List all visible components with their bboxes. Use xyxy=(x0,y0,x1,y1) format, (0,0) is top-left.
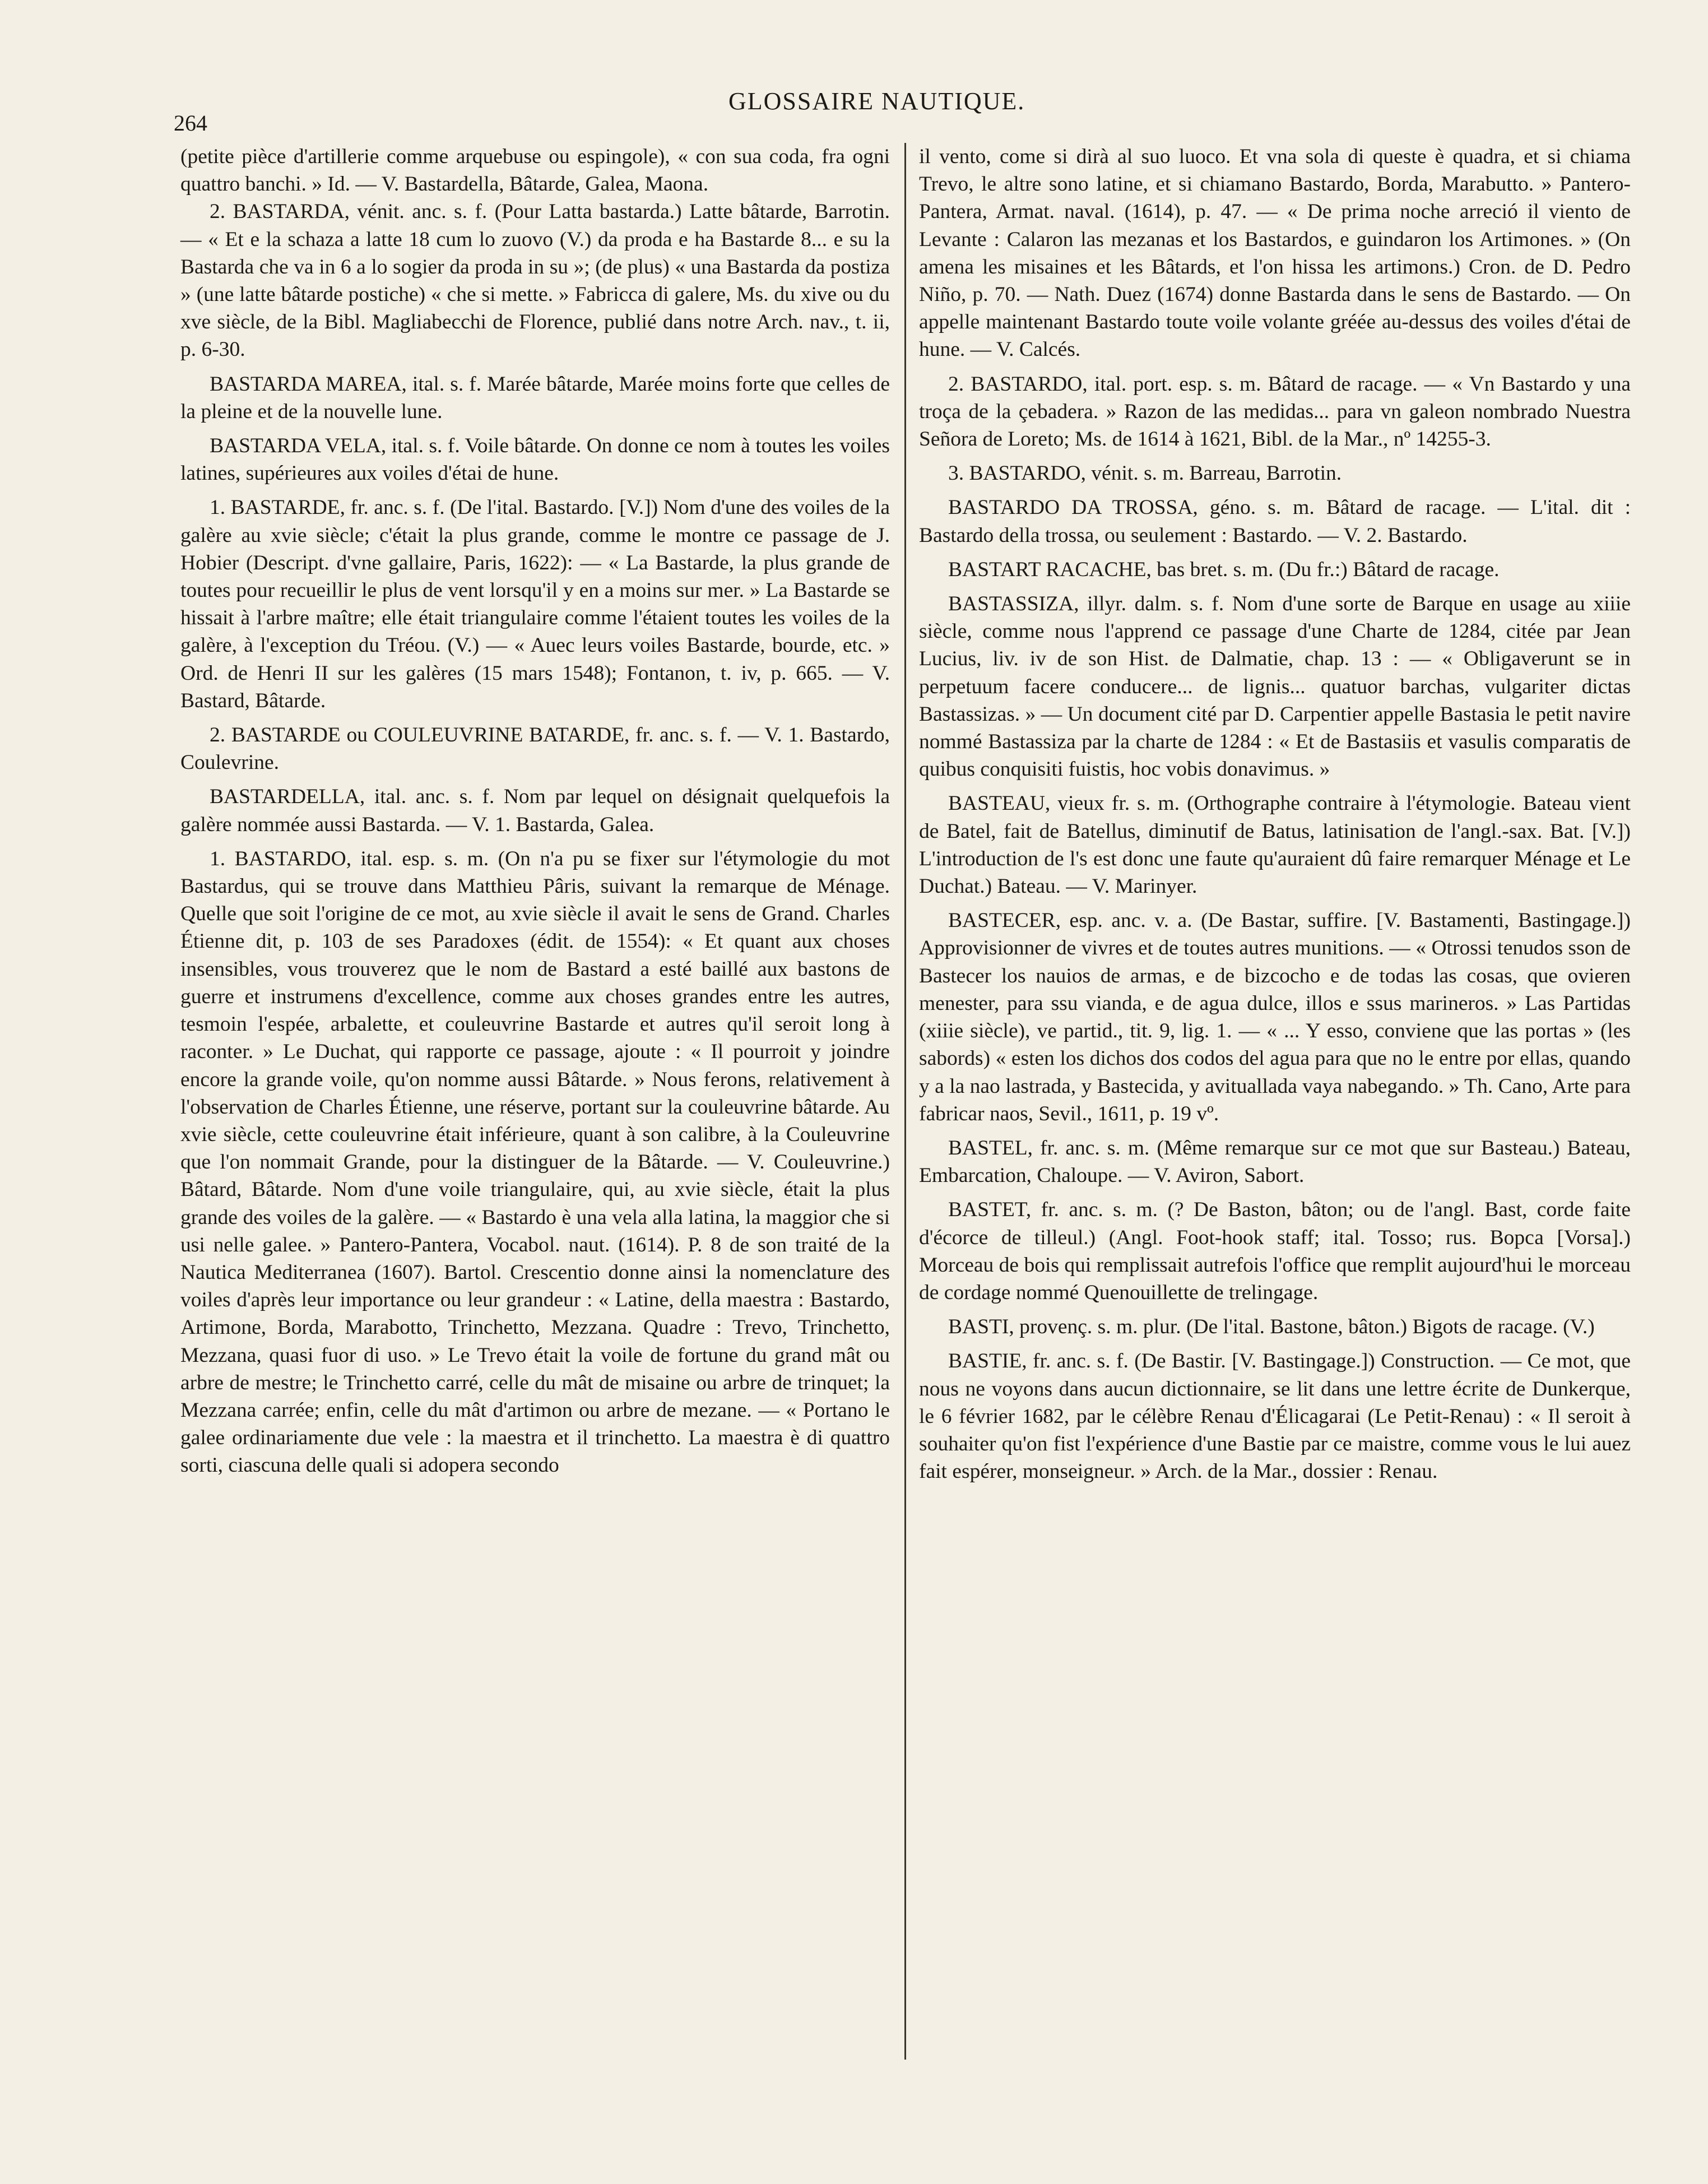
entry-text: BASTEAU, vieux fr. s. m. (Orthographe contraire à l'étymologie. Bateau vient de Batel, fait de Batellus, diminutif de Batus, latinisation de l'angl.-sax. Bat. [V.]) L'introduction de l's est donc une faute qu'auraient dû faire remarquer Ménage et Le Duchat.) Bateau. — V. Marinyer. xyxy=(919,792,1631,898)
entry-text: BASTECER, esp. anc. v. a. (De Bastar, suffire. [V. Bastamenti, Bastingage.]) Approvisionner de vivres et de toutes autres munitions. — « Otrossi tenudos sson de Bastecer los nauios de armas, e de bizcocho e de todas las cosas, que ovieren menester, para ssu vianda, e de agua dulce, illos e ssus marineros. » Las Partidas (xiiie siècle), ve partid., tit. 9, lig. 1. — « ... Y esso, conviene que las portas » (les sabords) « esten los dichos dos codos del agua para que no le entre por ellas, quando y a la nao lastrada, y Bastecida, y avituallada vaya nabegando. » Th. Cano, Arte para fabricar naos, Sevil., 1611, p. 19 vº. xyxy=(919,909,1631,1125)
entry-text: BASTARDA MAREA, ital. s. f. Marée bâtarde, Marée moins forte que celles de la pleine et de la nouvelle lune. xyxy=(180,372,890,423)
entry-text: 1. BASTARDO, ital. esp. s. m. (On n'a pu se fixer sur l'étymologie du mot Bastardus, qui se trouve dans Matthieu Pâris, suivant la remarque de Ménage. Quelle que soit l'origine de ce mot, au xvie siècle il avait le sens de Grand. Charles Étienne dit, p. 103 de ses Paradoxes (édit. de 1554): « Et quant aux choses insensibles, vous trouverez que le nom de Bastard a esté baillé aux bastons de guerre et instrumens d'excellence, comme aux choses grandes entre les autres, tesmoin l'espée, arbalette, et couleuvrine Bastarde et autres qu'il seroit long à raconter. » Le Duchat, qui rapporte ce passage, ajoute : « Il pourroit y joindre encore la grande voile, qu'on nomme aussi Bâtarde. » Nous ferons, relativement à l'observation de Charles Étienne, une réserve, portant sur la couleuvrine bâtarde. Au xvie siècle, cette couleuvrine était inférieure, quant à son calibre, à la Couleuvrine que l'on nommait Grande, pour la distinguer de la Bâtarde. — V. Couleuvrine.) Bâtard, Bâtarde. Nom d'une voile triangulaire, qui, au xvie siècle, était la plus grande des voiles de la galère. — « Bastardo è una vela alla latina, la maggior che si usi nelle galee. » Pantero-Pantera, Vocabol. naut. (1614). P. 8 de son traité de la Nautica Mediterranea (1607). Bartol. Crescentio donne ainsi la nomenclature des voiles d'après leur importance ou leur grandeur : « Latine, della maestra : Bastardo, Artimone, Borda, Marabotto, Trinchetto, Mezzana. Quadre : Trevo, Trinchetto, Mezzana, quasi fuor di uso. » Le Trevo était la voile de fortune du grand mât ou arbre de mestre; le Trinchetto carré, celle du mât de misaine ou arbre de trinquet; la Mezzana carrée; enfin, celle du mât d'artimon ou arbre de mezane. — « Portano le galee ordinariamente due vele : la maestra et il trinchetto. La maestra è di quattro sorti, ciascuna delle quali si adopera secondo xyxy=(180,847,890,1477)
page-number: 264 xyxy=(174,110,207,136)
entry-text: 1. BASTARDE, fr. anc. s. f. (De l'ital. Bastardo. [V.]) Nom d'une des voiles de la galère au xvie siècle; c'était la plus grande, comme le montre ce passage de J. Hobier (Descript. d'vne gallaire, Paris, 1622): — « La Bastarde, la plus grande de toutes pour recueillir le plus de vent lorsqu'il y en a moins sur mer. » La Bastarde se hissait à l'arbre maître; elle était triangulaire comme l'étaient toutes les voiles de la galère, à l'exception du Tréou. (V.) — « Auec leurs voiles Bastarde, bourde, etc. » Ord. de Henri II sur les galères (15 mars 1548); Fontanon, t. iv, p. 665. — V. Bastard, Bâtarde. xyxy=(180,496,890,712)
entry-text: 3. BASTARDO, vénit. s. m. Barreau, Barrotin. xyxy=(948,462,1342,485)
entry-text: 2. BASTARDE ou COULEUVRINE BATARDE, fr. anc. s. f. — V. 1. Bastardo, Coulevrine. xyxy=(180,724,890,775)
right-column xyxy=(919,143,1631,1485)
entry-text: 2. BASTARDO, ital. port. esp. s. m. Bâtard de racage. — « Vn Bastardo y una troça de la çebadera. » Razon de las medidas... para vn galeon nombrado Nuestra Señora de Loreto; Ms. de 1614 à 1621, Bibl. de la Mar., nº 14255-3. xyxy=(919,372,1631,451)
entry-text: BASTIE, fr. anc. s. f. (De Bastir. [V. Bastingage.]) Construction. — Ce mot, que nous ne voyons dans aucun dictionnaire, se lit dans une lettre écrite de Dunkerque, le 6 février 1682, par le célèbre Renau d'Élicagarai (Le Petit-Renau) : « Il seroit à souhaiter qu'on fist l'expérience d'une Bastie par ce maistre, comme vous le lui auez fait espérer, monseigneur. » Arch. de la Mar., dossier : Renau. xyxy=(919,1350,1631,1483)
entry-text: BASTET, fr. anc. s. m. (? De Baston, bâton; ou de l'angl. Bast, corde faite d'écorce de tilleul.) (Angl. Foot-hook staff; ital. Tosso; rus. Ворса [Vorsa].) Morceau de bois qui remplissait autrefois l'office que remplit aujourd'hui le morceau de cordage nommé Quenouillette de trelingage. xyxy=(919,1198,1631,1304)
entry-text: 2. BASTARDA, vénit. anc. s. f. (Pour Latta bastarda.) Latte bâtarde, Barrotin. — « Et e la schaza a latte 18 cum lo zuovo (V.) da proda e ha Bastarde 8... e su la Bastarda che va in 6 a lo sogier da proda in su »; (de plus) « una Bastarda da postiza » (une latte bâtarde postiche) « che si mette. » Fabricca di galere, Ms. du xive ou du xve siècle, de la Bibl. Magliabecchi de Florence, publié dans notre Arch. nav., t. ii, p. 6-30. xyxy=(180,200,890,361)
running-head: GLOSSAIRE NAUTIQUE. xyxy=(728,87,1025,115)
entry-text: (petite pièce d'artillerie comme arquebuse ou espingole), « con sua coda, fra ogni quattro banchi. » Id. — V. Bastardella, Bâtarde, Galea, Maona. xyxy=(180,145,890,196)
column-divider xyxy=(904,143,906,2060)
left-column xyxy=(180,143,890,1480)
entry-text: il vento, come si dirà al suo luoco. Et vna sola di queste è quadra, et si chiama Trevo, le altre sono latine, et si chiamano Bastardo, Borda, Marabutto. » Pantero-Pantera, Armat. naval. (1614), p. 47. — « De prima noche arreció il viento de Levante : Calaron las mezanas et los Bastardos, e guindaron los Artimones. » (On amena les misaines et les Bâtards, et l'on hissa les artimons.) Cron. de D. Pedro Niño, p. 70. — Nath. Duez (1674) donne Bastarda dans le sens de Bastardo. — On appelle maintenant Bastardo toute voile volante gréée au-dessus des voiles d'étai de hune. — V. Calcés. xyxy=(919,145,1631,361)
entry-text: BASTART RACACHE, bas bret. s. m. (Du fr.:) Bâtard de racage. xyxy=(948,558,1500,581)
entry-text: BASTI, provenç. s. m. plur. (De l'ital. Bastone, bâton.) Bigots de racage. (V.) xyxy=(948,1315,1595,1339)
entry-text: BASTARDA VELA, ital. s. f. Voile bâtarde. On donne ce nom à toutes les voiles latines, supérieures aux voiles d'étai de hune. xyxy=(180,434,890,485)
entry-text: BASTARDO DA TROSSA, géno. s. m. Bâtard de racage. — L'ital. dit : Bastardo della trossa, ou seulement : Bastardo. — V. 2. Bastardo. xyxy=(919,496,1631,547)
entry-text: BASTARDELLA, ital. anc. s. f. Nom par lequel on désignait quelquefois la galère nommée aussi Bastarda. — V. 1. Bastarda, Galea. xyxy=(180,785,890,836)
entry-text: BASTEL, fr. anc. s. m. (Même remarque sur ce mot que sur Basteau.) Bateau, Embarcation, Chaloupe. — V. Aviron, Sabort. xyxy=(919,1136,1631,1188)
entry-text: BASTASSIZA, illyr. dalm. s. f. Nom d'une sorte de Barque en usage au xiiie siècle, comme nous l'apprend ce passage d'une Charte de 1284, citée par Jean Lucius, liv. iv de son Hist. de Dalmatie, chap. 13 : — « Obligaverunt se in perpetuum facere conducere... de lignis... quatuor barchas, vulgariter dictas Bastassizas. » — Un document cité par D. Carpentier appelle Bastasia le petit navire nommé Bastassiza par la charte de 1284 : « Et de Bastasiis et vasulis comparatis de quibus conquisiti fuistis, hoc vobis donavimus. » xyxy=(919,592,1631,781)
